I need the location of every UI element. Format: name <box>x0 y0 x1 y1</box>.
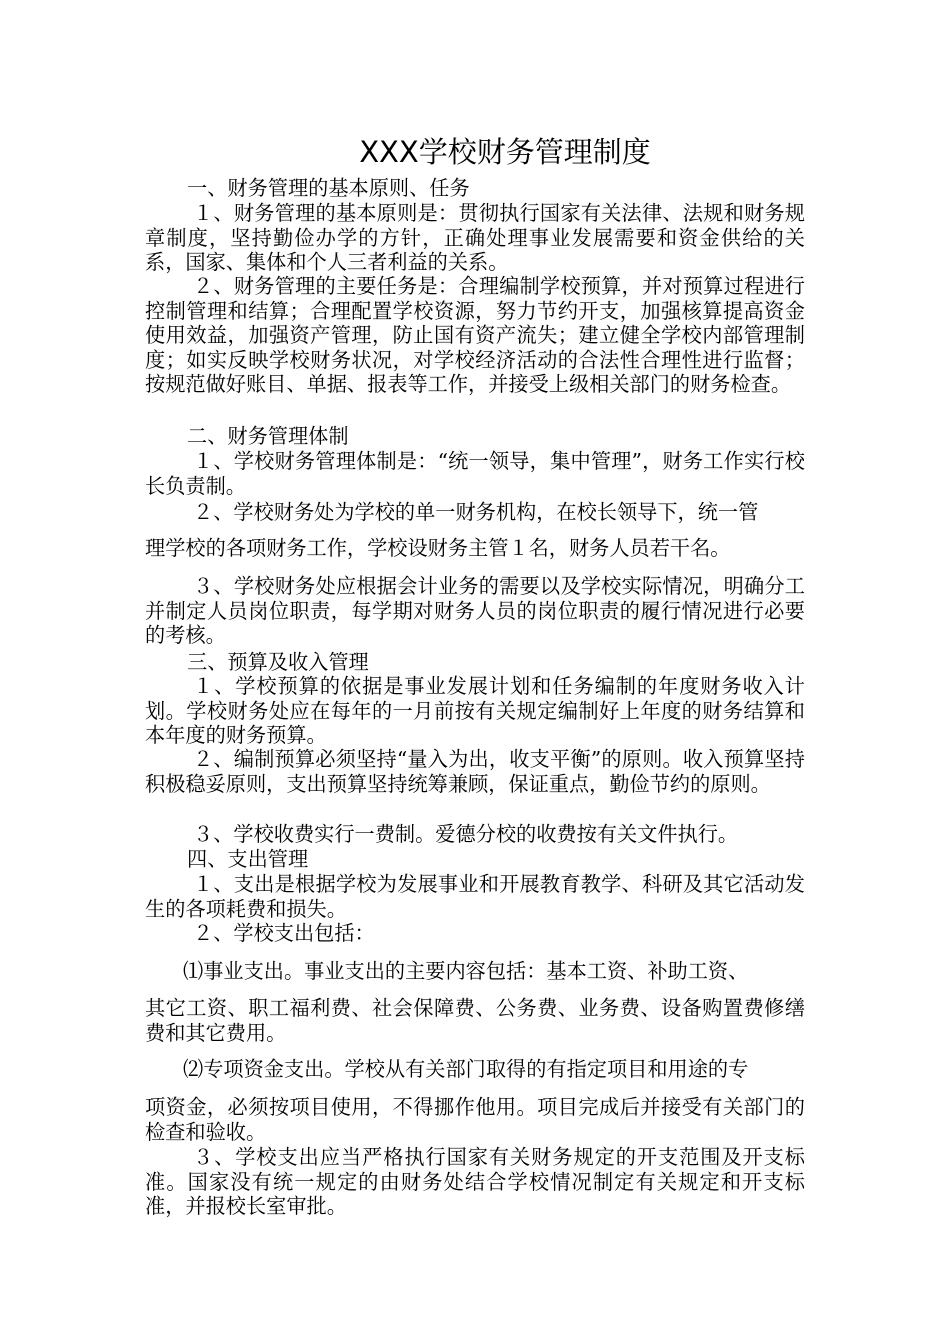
paragraph: １、学校预算的依据是事业发展计划和任务编制的年度财务收入计划。学校财务处应在每年的一月前按有关规定编制好上年度的财务结算和本年度的财务预算。 <box>145 674 805 747</box>
paragraph: 理学校的各项财务工作，学校设财务主管１名，财务人员若干名。 <box>145 536 731 560</box>
list-item: ⑵专项资金支出。学校从有关部门取得的有指定项目和用途的专 <box>183 1057 749 1081</box>
list-item: 其它工资、职工福利费、社会保障费、公务费、业务费、设备购置费修缮费和其它费用。 <box>145 996 805 1045</box>
paragraph: ２、学校支出包括： <box>193 921 375 945</box>
paragraph: ３、学校收费实行一费制。爱德分校的收费按有关文件执行。 <box>193 822 739 846</box>
paragraph: ３、学校支出应当严格执行国家有关财务规定的开支范围及开支标准。国家没有统一规定的由财务处结合学校情况制定有关规定和开支标准，并报校长室审批。 <box>145 1145 805 1218</box>
section-heading-2: 二、财务管理体制 <box>187 424 349 448</box>
paragraph: １、支出是根据学校为发展事业和开展教育教学、科研及其它活动发生的各项耗费和损失。 <box>145 872 805 921</box>
section-heading-1: 一、财务管理的基本原则、任务 <box>187 176 470 200</box>
section-heading-3: 三、预算及收入管理 <box>187 650 369 674</box>
list-item: 项资金，必须按项目使用，不得挪作他用。项目完成后并接受有关部门的检查和验收。 <box>145 1095 805 1144</box>
document-title: XXX学校财务管理制度 <box>359 135 651 169</box>
paragraph: ２、编制预算必须坚持“量入为出，收支平衡”的原则。收入预算坚持积极稳妥原则，支出预算坚持统筹兼顾，保证重点，勤俭节约的原则。 <box>145 747 805 796</box>
paragraph: ２、学校财务处为学校的单一财务机构，在校长领导下，统一管 <box>193 500 759 524</box>
paragraph: １、财务管理的基本原则是：贯彻执行国家有关法律、法规和财务规章制度，坚持勤俭办学的方针，正确处理事业发展需要和资金供给的关系，国家、集体和个人三者利益的关系。 <box>145 201 805 274</box>
paragraph: ２、财务管理的主要任务是：合理编制学校预算，并对预算过程进行控制管理和结算；合理配置学校资源，努力节约开支，加强核算提高资金使用效益，加强资产管理，防止国有资产流失；建立健全学校内部管理制度；如实反映学校财务状况，对学校经济活动的合法性合理性进行监督；按规范做好账目、单据、报表等工作，并接受上级相关部门的财务检查。 <box>145 274 805 396</box>
paragraph: １、学校财务管理体制是：“统一领导，集中管理”，财务工作实行校长负责制。 <box>145 449 805 498</box>
paragraph: ３、学校财务处应根据会计业务的需要以及学校实际情况，明确分工并制定人员岗位职责，每学期对财务人员的岗位职责的履行情况进行必要的考核。 <box>145 574 805 647</box>
list-item: ⑴事业支出。事业支出的主要内容包括：基本工资、补助工资、 <box>183 959 749 983</box>
section-heading-4: 四、支出管理 <box>187 847 309 871</box>
